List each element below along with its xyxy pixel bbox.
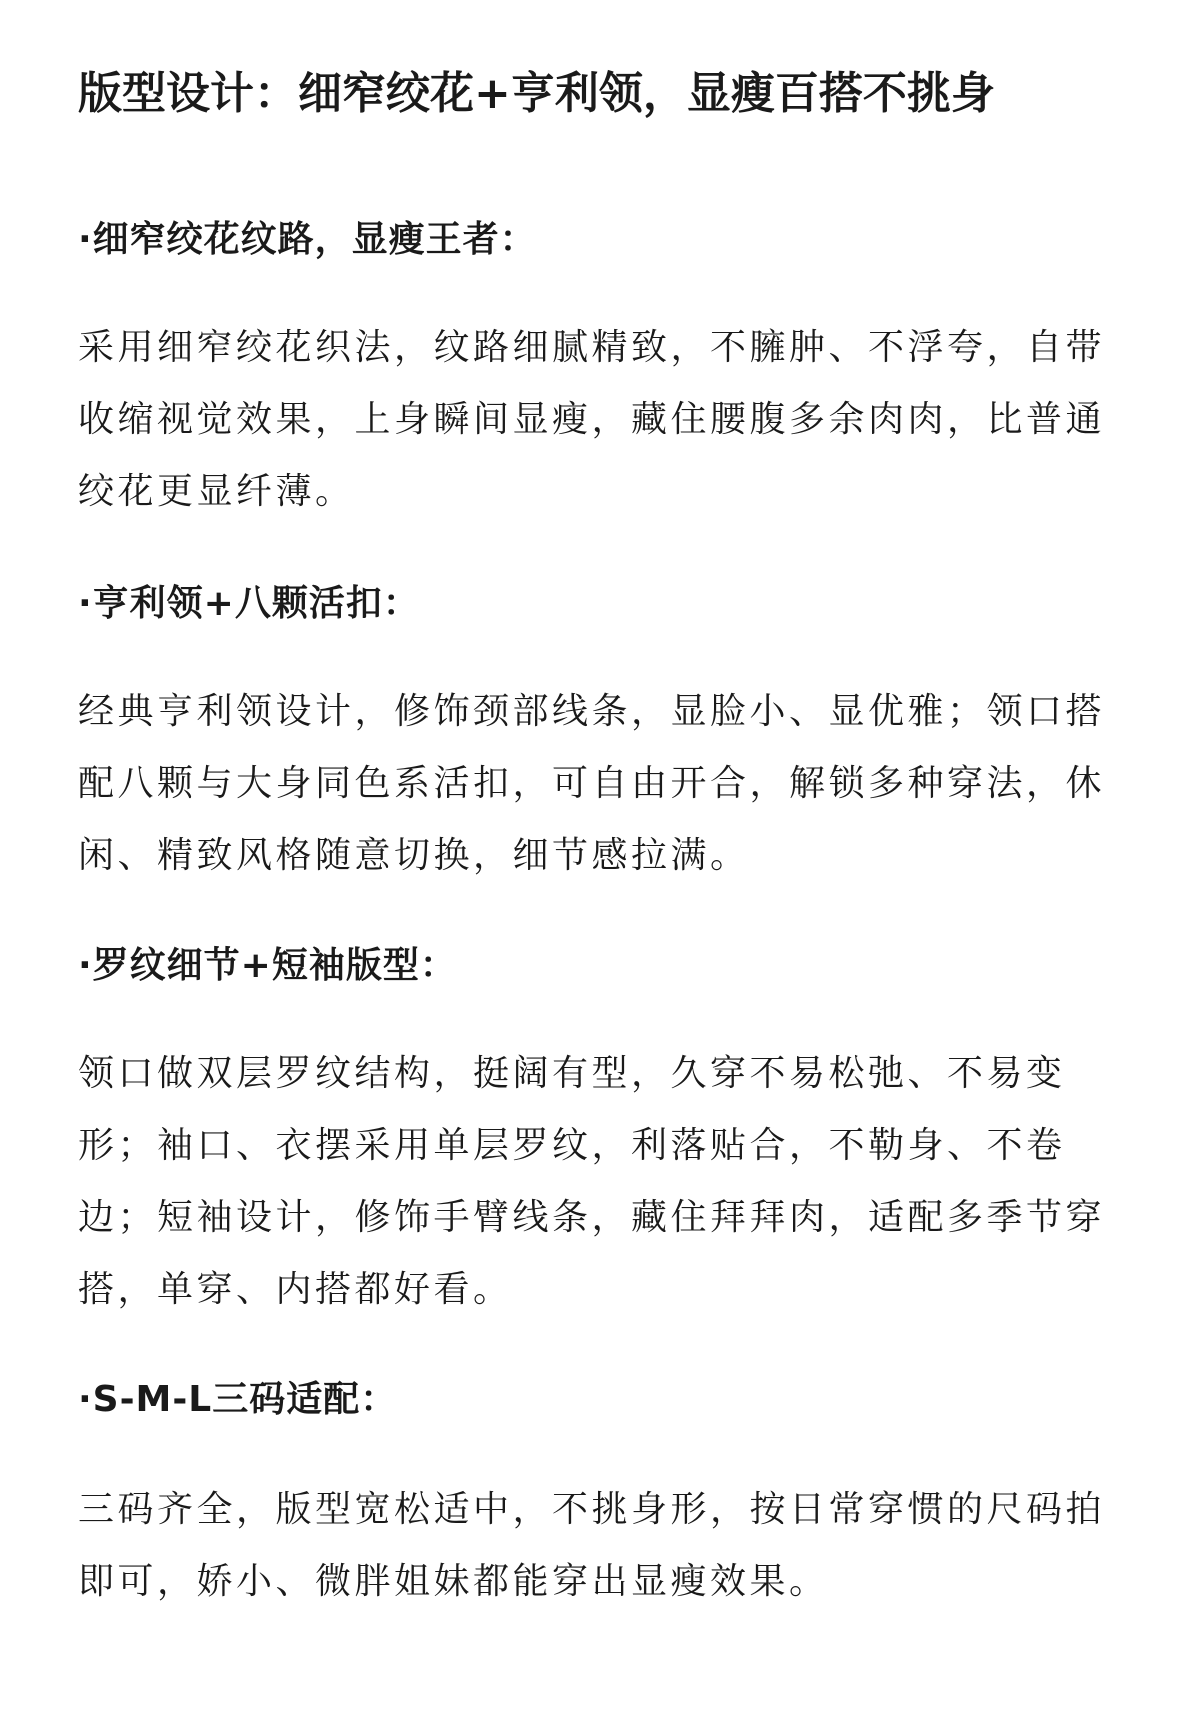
body-line: 形；袖口、衣摆采用单层罗纹，利落贴合，不勒身、不卷 (78, 1125, 1066, 1166)
section-body-henley-collar (78, 676, 1118, 892)
page-title: 版型设计：细窄绞花+亨利领，显瘦百搭不挑身 (78, 68, 995, 119)
section-body-rib-details (78, 1038, 1118, 1326)
body-line: 即可，娇小、微胖姐妹都能穿出显瘦效果。 (78, 1561, 829, 1602)
body-line: 经典亨利领设计，修饰颈部线条，显脸小、显优雅；领口搭 (78, 691, 1106, 732)
body-line: 边；短袖设计，修饰手臂线条，藏住拜拜肉，适配多季节穿 (78, 1197, 1106, 1238)
section-heading-rib-details: ·罗纹细节+短袖版型： (78, 945, 457, 986)
body-line: 三码齐全，版型宽松适中，不挑身形，按日常穿惯的尺码拍 (78, 1489, 1106, 1530)
body-line: 闲、精致风格随意切换，细节感拉满。 (78, 835, 750, 876)
section-body-slim-cable (78, 312, 1118, 528)
body-line: 配八颗与大身同色系活扣，可自由开合，解锁多种穿法，休 (78, 763, 1106, 804)
body-line: 收缩视觉效果，上身瞬间显瘦，藏住腰腹多余肉肉，比普通 (78, 399, 1106, 440)
body-line: 采用细窄绞花织法，纹路细腻精致，不臃肿、不浮夸，自带 (78, 327, 1106, 368)
body-line: 搭，单穿、内搭都好看。 (78, 1269, 513, 1310)
section-body-sizes (78, 1474, 1118, 1618)
body-line: 绞花更显纤薄。 (78, 471, 355, 512)
body-line: 领口做双层罗纹结构，挺阔有型，久穿不易松弛、不易变 (78, 1053, 1066, 1094)
section-heading-henley-collar: ·亨利领+八颗活扣： (78, 583, 420, 624)
section-heading-sizes: ·S-M-L三码适配： (78, 1379, 398, 1420)
section-heading-slim-cable: ·细窄绞花纹路，显瘦王者： (78, 219, 537, 260)
